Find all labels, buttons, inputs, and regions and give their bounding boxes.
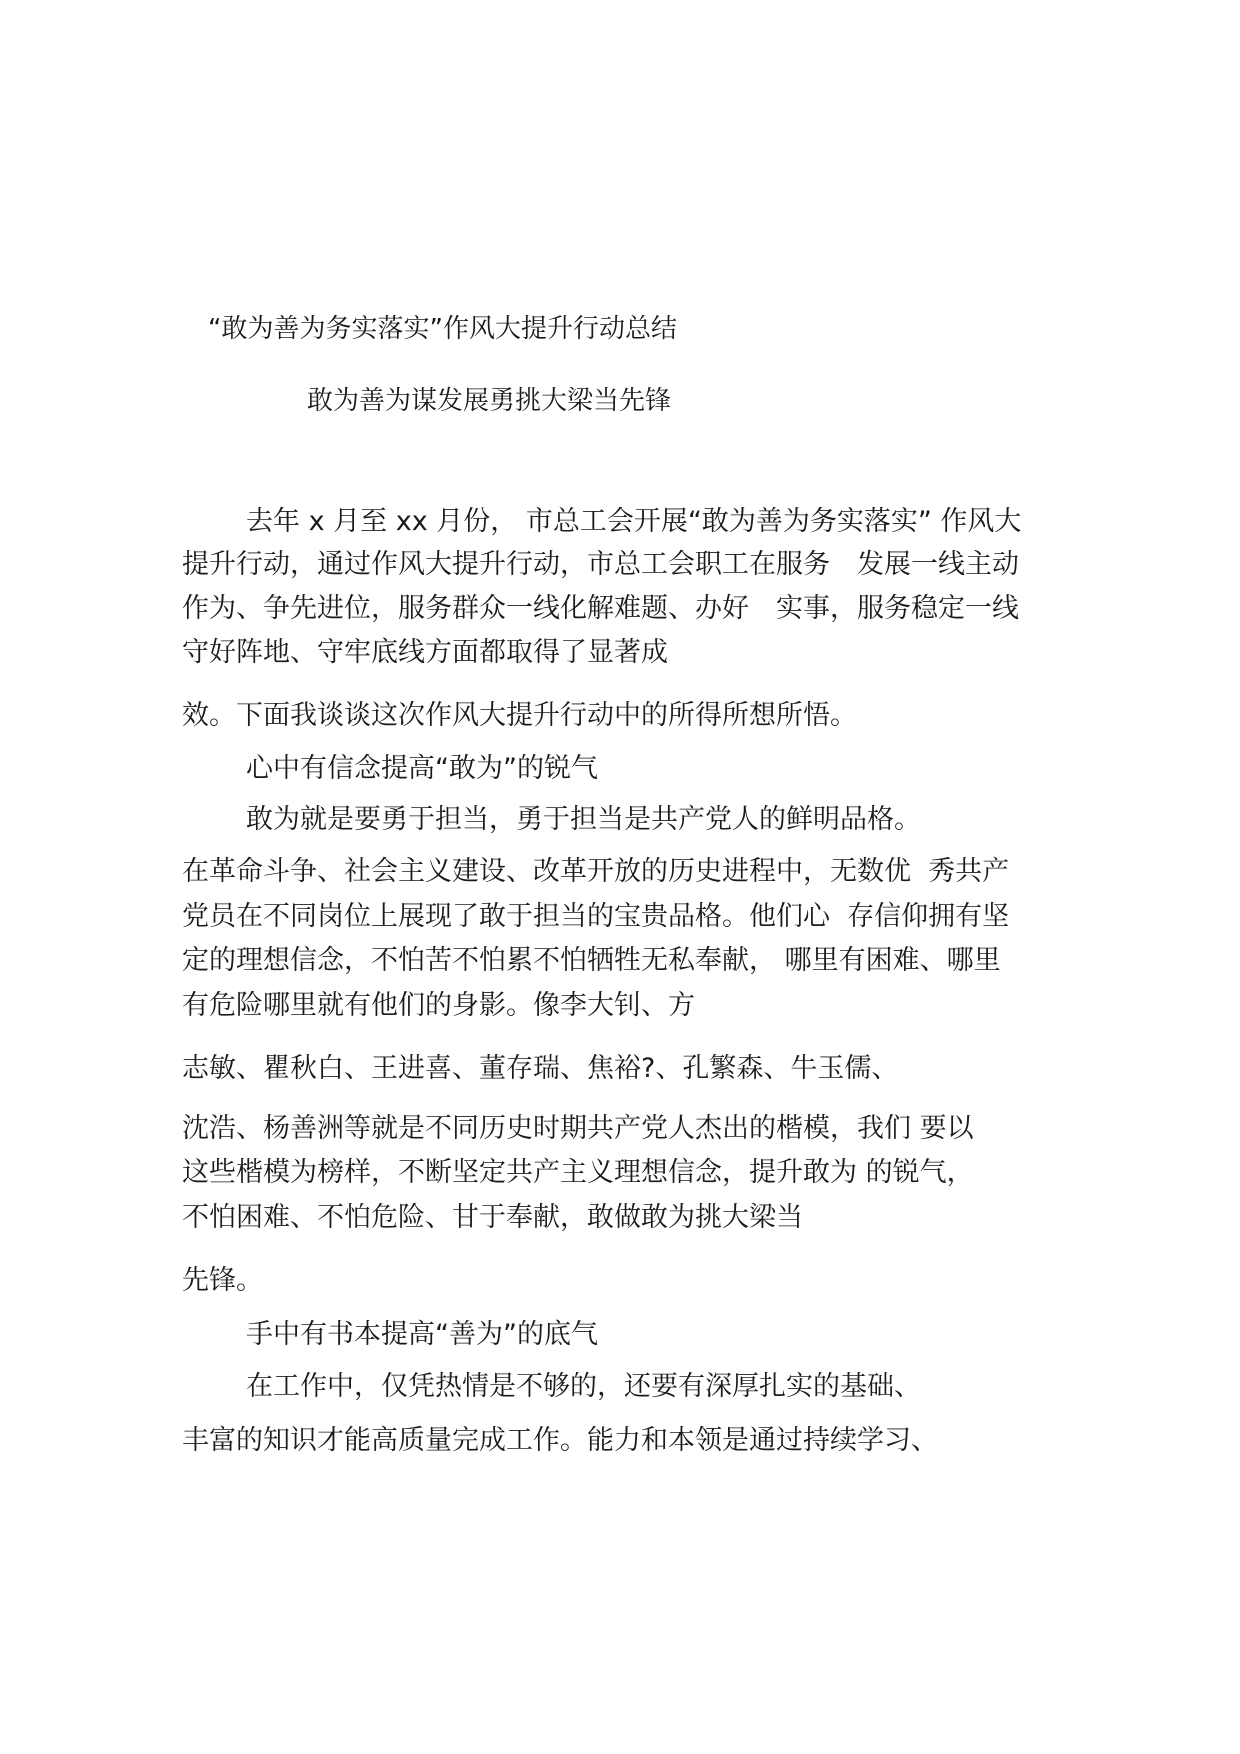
document-subtitle: 敢为善为谋发展勇挑大梁当先锋 (307, 386, 672, 416)
document-title: “敢为善为务实落实”作风大提升行动总结 (208, 314, 677, 344)
paragraph-line-15: 先锋。 (182, 1265, 263, 1296)
paragraph-line-1: 去年 x 月至 xx 月份， 市总工会开展“敢为善为务实落实” 作风大 (246, 506, 1022, 537)
paragraph-line-10: 有危险哪里就有他们的身影。像李大钊、方 (182, 990, 695, 1021)
paragraph-line-16: 在工作中，仅凭热情是不够的，还要有深厚扎实的基础、 (246, 1371, 921, 1402)
paragraph-line-4: 守好阵地、守牢底线方面都取得了显著成 (182, 637, 668, 668)
paragraph-line-17: 丰富的知识才能高质量完成工作。能力和本领是通过持续学习、 (182, 1425, 938, 1456)
paragraph-line-12: 沈浩、杨善洲等就是不同历史时期共产党人杰出的楷模，我们 要以 (182, 1113, 974, 1144)
section-heading-1: 心中有信念提高“敢为”的锐气 (246, 753, 598, 784)
section-heading-2: 手中有书本提高“善为”的底气 (246, 1319, 598, 1350)
paragraph-line-13: 这些楷模为榜样，不断坚定共产主义理想信念，提升敢为 的锐气， (182, 1157, 974, 1188)
paragraph-line-8: 党员在不同岗位上展现了敢于担当的宝贵品格。他们心 存信仰拥有坚 (182, 901, 1010, 932)
paragraph-line-3: 作为、争先进位，服务群众一线化解难题、办好 实事，服务稳定一线 (182, 593, 1019, 624)
paragraph-line-7: 在革命斗争、社会主义建设、改革开放的历史进程中，无数优 秀共产 (182, 856, 1010, 887)
paragraph-line-6: 敢为就是要勇于担当，勇于担当是共产党人的鲜明品格。 (246, 804, 921, 835)
paragraph-line-5: 效。下面我谈谈这次作风大提升行动中的所得所想所悟。 (182, 700, 857, 731)
paragraph-line-14: 不怕困难、不怕危险、甘于奉献，敢做敢为挑大梁当 (182, 1202, 803, 1233)
paragraph-line-11: 志敏、瞿秋白、王进喜、董存瑞、焦裕?、孔繁森、牛玉儒、 (182, 1053, 899, 1084)
paragraph-line-9: 定的理想信念，不怕苦不怕累不怕牺牲无私奉献， 哪里有困难、哪里 (182, 945, 1001, 976)
paragraph-line-2: 提升行动，通过作风大提升行动，市总工会职工在服务 发展一线主动 (182, 549, 1019, 580)
